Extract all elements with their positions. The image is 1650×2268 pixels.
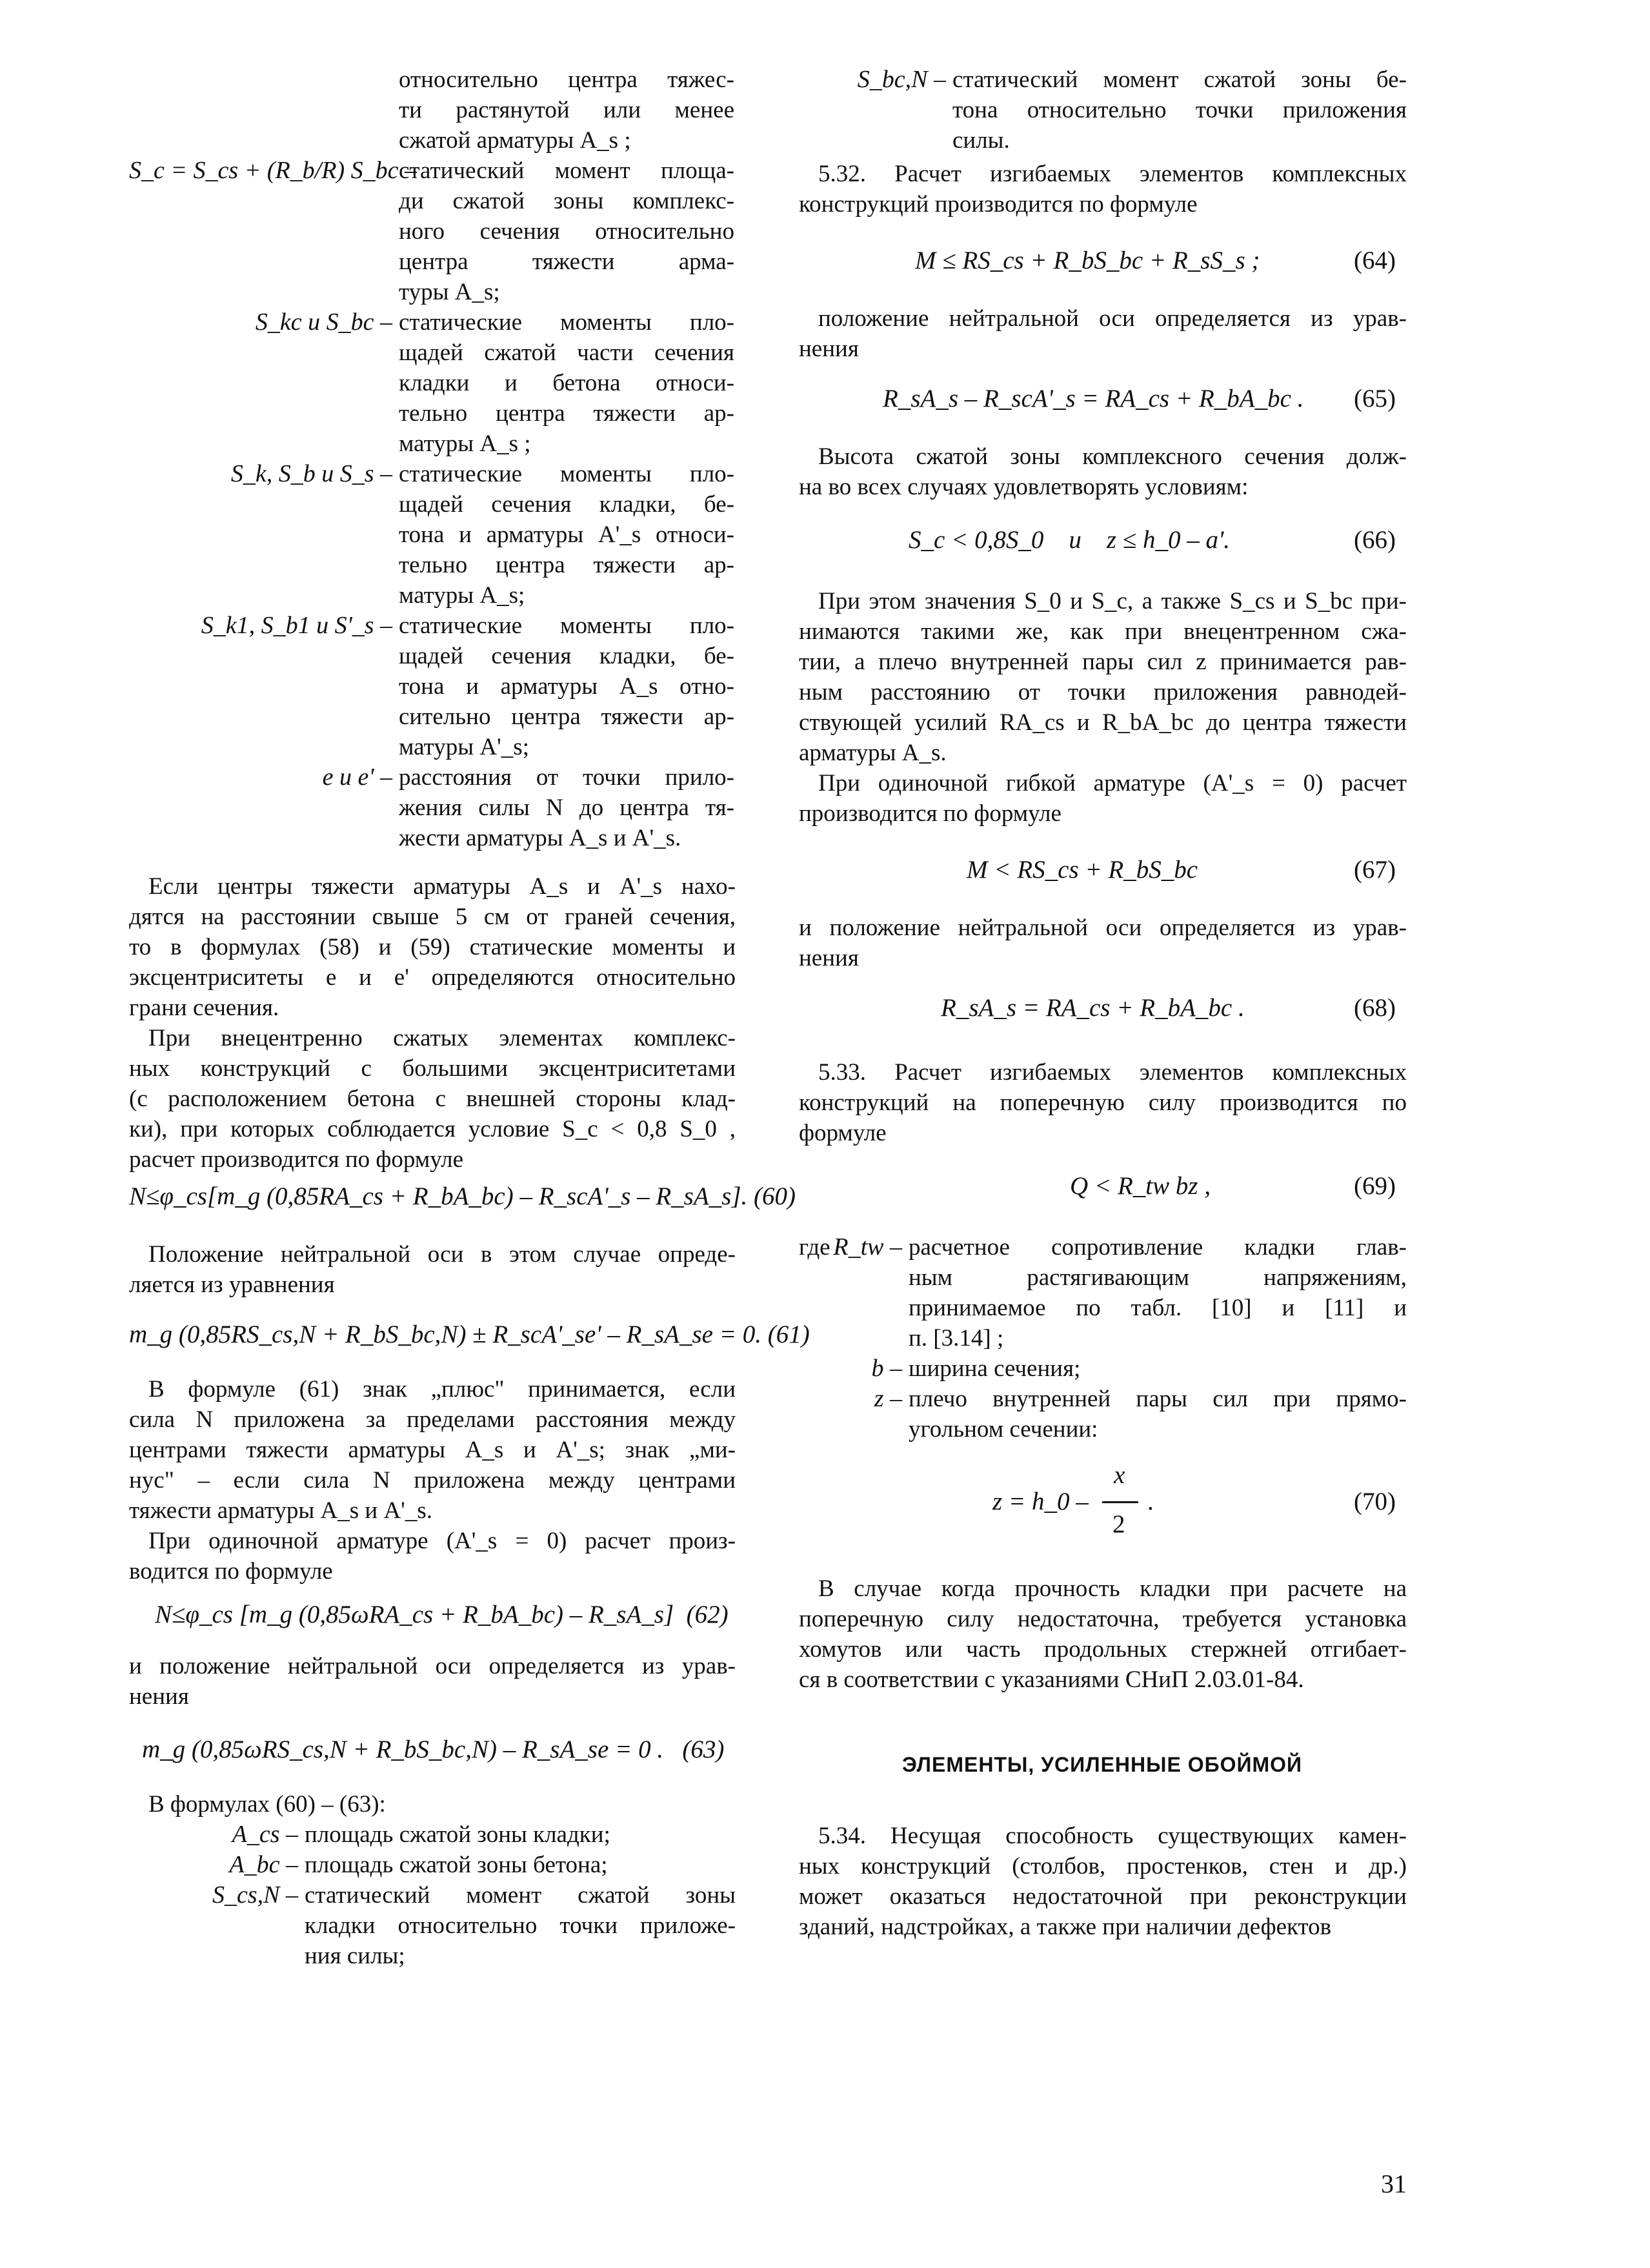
paragraph-sign-line: сила N приложена за пределами расстояния между <box>129 1406 736 1433</box>
notation-0-text: площадь сжатой зоны кладки; <box>305 1821 610 1848</box>
equation-62: N≤φ_cs [m_g (0,85ωRA_cs + R_bA_bc) – R_sA_s] (62) <box>155 1601 729 1628</box>
notation-2-text: ния силы; <box>305 1943 405 1969</box>
section-heading: ЭЛЕМЕНТЫ, УСИЛЕННЫЕ ОБОЙМОЙ <box>902 1753 1303 1776</box>
equation-67: M < RS_cs + R_bS_bc <box>967 856 1198 884</box>
section-5-33-line: конструкций на поперечную силу производится по <box>799 1089 1407 1116</box>
paragraph-height-line: Высота сжатой зоны комплексного сечения долж- <box>818 443 1407 470</box>
paragraph-shear-line: поперечную силу недостаточна, требуется установка <box>799 1606 1407 1632</box>
equation-64: M ≤ RS_cs + R_bS_bc + R_sS_s ; <box>915 247 1260 274</box>
notation-sbcn-text: тона относительно точки приложения <box>952 97 1407 123</box>
equation-70-lhs: z = h_0 – <box>992 1488 1089 1515</box>
section-5-34-line: может оказаться недостаточной при реконструкции <box>799 1883 1407 1910</box>
notation-2-text: статический момент сжатой зоны <box>305 1882 736 1909</box>
section-5-32-line: 5.32. Расчет изгибаемых элементов комплексных <box>818 161 1407 187</box>
paragraph-neutral-1-line: положение нейтральной оси определяется из урав- <box>818 305 1407 332</box>
paragraph-shear-line: В случае когда прочность кладки при расчете на <box>818 1575 1407 1602</box>
where-definition-1-text: ширина сечения; <box>909 1355 1081 1382</box>
equation-68: R_sA_s = RA_cs + R_bA_bc . <box>941 994 1245 1022</box>
section-5-34-line: ных конструкций (столбов, простенков, стен и др.) <box>799 1853 1407 1879</box>
paragraph-eccentric-line: (с расположением бетона с внешней стороны клад- <box>129 1086 736 1112</box>
definition-1-symbol: S_c = S_cs + (R_b/R) S_bc – <box>129 157 417 184</box>
page-number: 31 <box>1381 2169 1407 2198</box>
paragraph-neutral-2-line: нения <box>799 945 859 971</box>
definition-5-text: расстояния от точки прило- <box>399 764 734 791</box>
notation-1-symbol: A_bc – <box>229 1851 298 1878</box>
paragraph-values-line: ствующей усилий RA_cs и R_bA_bc до центра тяжести <box>799 709 1407 736</box>
definition-2-text: матуры A_s ; <box>399 430 531 457</box>
definition-4-text: статические моменты пло- <box>399 613 734 639</box>
definition-3-text: тона и арматуры A'_s относи- <box>399 521 734 548</box>
equation-60: N≤φ_cs[m_g (0,85RA_cs + R_bA_bc) – R_scA'_s – R_sA_s]. (60) <box>129 1182 796 1210</box>
paragraph-neutral-1-line: нения <box>799 336 859 362</box>
equation-66-number: (66) <box>1354 526 1396 554</box>
section-5-34-line: зданий, надстройках, а также при наличии дефектов <box>799 1914 1332 1940</box>
equation-64-number: (64) <box>1354 247 1396 274</box>
notation-2-symbol: S_cs,N – <box>212 1881 298 1909</box>
paragraph-neutral-2-line: и положение нейтральной оси определяется из урав- <box>799 915 1407 941</box>
paragraph-sign-line: тяжести арматуры A_s и A'_s. <box>129 1497 432 1524</box>
paragraph-centers-line: Если центры тяжести арматуры A_s и A'_s нахо- <box>148 873 736 900</box>
definition-5-text: жести арматуры A_s и A'_s. <box>399 825 681 851</box>
where-definition-2-text: угольном сечении: <box>909 1416 1098 1443</box>
paragraph-single-line: При одиночной арматуре (A'_s = 0) расчет произ- <box>148 1528 736 1554</box>
definition-2-text: кладки и бетона относи- <box>399 370 734 396</box>
definition-2-text: щадей сжатой части сечения <box>399 339 734 366</box>
where-definition-2-text: плечо внутренней пары сил при прямо- <box>909 1386 1407 1412</box>
definition-1-text: статический момент площа- <box>399 157 734 184</box>
definition-2-text: статические моменты пло- <box>399 309 734 336</box>
where-definition-1-symbol: b – <box>871 1355 902 1382</box>
definition-4-text: матуры A'_s; <box>399 734 529 760</box>
paragraph-values-line: арматуры A_s. <box>799 740 947 766</box>
equation-70-denominator: 2 <box>1112 1510 1125 1538</box>
section-5-33-line: формуле <box>799 1120 887 1146</box>
paragraph-neutral-axis-line: ляется из уравнения <box>129 1271 335 1298</box>
definition-1-text: ди сжатой зоны комплекс- <box>399 188 734 214</box>
definition-1-text: центра тяжести арма- <box>399 248 734 275</box>
equation-69-number: (69) <box>1354 1172 1396 1200</box>
paragraph-shear-line: хомутов или часть продольных стержней отгибает- <box>799 1636 1407 1663</box>
paragraph-centers-line: то в формулах (58) и (59) статические моменты и <box>129 934 736 960</box>
equation-65-number: (65) <box>1354 385 1396 412</box>
paragraph-eccentric-line: расчет производится по формуле <box>129 1146 463 1173</box>
paragraph-single-flexible-line: При одиночной гибкой арматуре (A'_s = 0) расчет <box>818 770 1407 796</box>
section-5-34-line: 5.34. Несущая способность существующих камен- <box>818 1823 1407 1849</box>
definition-4-text: щадей сечения кладки, бе- <box>399 643 734 669</box>
paragraph-values-line: ным расстоянию от точки приложения равнодей- <box>799 679 1407 705</box>
definition-1-text: туры A_s; <box>399 279 500 305</box>
paragraph-sign-line: В формуле (61) знак „плюс" принимается, если <box>148 1376 736 1402</box>
paragraph-eccentric-line: При внецентренно сжатых элементах комплекс- <box>148 1025 736 1051</box>
definition-3-text: тельно центра тяжести ар- <box>399 552 734 578</box>
definition-0-text: ти растянутой или менее <box>399 97 734 123</box>
definition-3-text: матуры A_s; <box>399 582 525 609</box>
paragraph-centers-line: грани сечения. <box>129 995 279 1021</box>
definition-4-text: сительно центра тяжести ар- <box>399 704 734 730</box>
equation-70-tail: . <box>1147 1488 1154 1515</box>
paragraph-sign-line: нус" – если сила N приложена между центрами <box>129 1467 736 1493</box>
where-definition-2-symbol: z – <box>874 1385 902 1412</box>
paragraph-neutral-axis-2-line: нения <box>129 1683 189 1710</box>
equation-63: m_g (0,85ωRS_cs,N + R_bS_bc,N) – R_sA_se = 0 . (63) <box>142 1736 725 1763</box>
notation-sbcn-symbol: S_bc,N – <box>857 66 946 93</box>
definition-3-symbol: S_k, S_b и S_s – <box>230 460 392 487</box>
definition-2-symbol: S_kc и S_bc – <box>255 309 392 336</box>
where-label: где <box>799 1234 830 1261</box>
notation-1-text: площадь сжатой зоны бетона; <box>305 1852 608 1878</box>
definition-0-text: сжатой арматуры A_s ; <box>399 127 631 154</box>
paragraph-eccentric-line: ных конструкций с большими эксцентриситетами <box>129 1055 736 1082</box>
paragraph-single-line: водится по формуле <box>129 1558 333 1585</box>
equation-70-number: (70) <box>1354 1488 1396 1515</box>
equation-66: S_c < 0,8S_0 и z ≤ h_0 – a'. <box>909 526 1231 554</box>
equation-61: m_g (0,85RS_cs,N + R_bS_bc,N) ± R_scA'_se' – R_sA_se = 0. (61) <box>129 1321 810 1348</box>
notation-sbcn-text: статический момент сжатой зоны бе- <box>952 66 1407 93</box>
equation-69: Q < R_tw bz , <box>1070 1172 1211 1200</box>
paragraph-values-line: нимаются такими же, как при внецентренном сжа- <box>799 618 1407 645</box>
notation-sbcn-text: силы. <box>952 127 1010 154</box>
paragraph-centers-line: дятся на расстоянии свыше 5 см от граней сечения, <box>129 904 736 930</box>
definition-4-symbol: S_k1, S_b1 и S'_s – <box>201 612 392 639</box>
equation-67-number: (67) <box>1354 856 1396 884</box>
formulas-intro: В формулах (60) – (63): <box>148 1791 386 1817</box>
fraction-bar <box>1102 1501 1138 1503</box>
where-definition-0-text: расчетное сопротивление кладки глав- <box>909 1234 1407 1261</box>
paragraph-sign-line: центрами тяжести арматуры A_s и A'_s; знак „ми- <box>129 1437 736 1463</box>
paragraph-single-flexible-line: производится по формуле <box>799 800 1061 827</box>
equation-70-numerator: x <box>1114 1461 1125 1489</box>
paragraph-eccentric-line: ки), при которых соблюдается условие S_c < 0,8 S_0 , <box>129 1116 736 1142</box>
notation-2-text: кладки относительно точки приложе- <box>305 1912 736 1939</box>
paragraph-height-line: на во всех случаях удовлетворять условиям: <box>799 474 1249 500</box>
paragraph-values-line: тии, а плечо внутренней пары сил z принимается рав- <box>799 649 1407 675</box>
paragraph-centers-line: эксцентриситеты e и e' определяются относительно <box>129 964 736 991</box>
paragraph-neutral-axis-2-line: и положение нейтральной оси определяется из урав- <box>129 1653 736 1679</box>
definition-5-symbol: e и e' – <box>322 764 392 791</box>
section-5-32-line: конструкций производится по формуле <box>799 191 1198 218</box>
definition-3-text: статические моменты пло- <box>399 461 734 487</box>
where-definition-0-symbol: R_tw – <box>833 1233 902 1261</box>
definition-0-text: относительно центра тяжес- <box>399 66 734 93</box>
notation-0-symbol: A_cs – <box>232 1821 298 1848</box>
where-definition-0-text: п. [3.14] ; <box>909 1325 1004 1352</box>
definition-1-text: ного сечения относительно <box>399 218 734 245</box>
section-5-33-line: 5.33. Расчет изгибаемых элементов комплексных <box>818 1059 1407 1086</box>
equation-68-number: (68) <box>1354 994 1396 1022</box>
paragraph-shear-line: ся в соответствии с указаниями СНиП 2.03.01-84. <box>799 1666 1304 1693</box>
paragraph-values-line: При этом значения S_0 и S_c, а также S_cs и S_bc при- <box>818 588 1407 614</box>
paragraph-neutral-axis-line: Положение нейтральной оси в этом случае опреде- <box>148 1241 736 1268</box>
where-definition-0-text: ным растягивающим напряжениям, <box>909 1264 1407 1291</box>
definition-4-text: тона и арматуры A_s отно- <box>399 673 734 700</box>
definition-5-text: жения силы N до центра тя- <box>399 795 734 821</box>
definition-3-text: щадей сечения кладки, бе- <box>399 491 734 518</box>
equation-65: R_sA_s – R_scA'_s = RA_cs + R_bA_bc . <box>883 385 1304 412</box>
where-definition-0-text: принимаемое по табл. [10] и [11] и <box>909 1295 1407 1321</box>
definition-2-text: тельно центра тяжести ар- <box>399 400 734 427</box>
